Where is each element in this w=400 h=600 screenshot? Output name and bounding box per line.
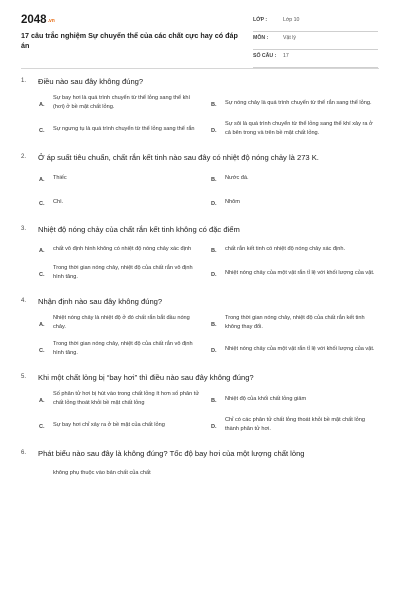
option-letter: B. <box>211 322 217 328</box>
option-letter: B. <box>211 102 217 108</box>
question-text: Ở áp suất tiêu chuẩn, chất rắn kết tinh nào sau đây có nhiệt độ nóng chảy là 273 K. <box>38 153 319 162</box>
option-text: chất rắn kết tinh có nhiệt độ nóng chảy xác định. <box>225 245 346 252</box>
option-text: Trong thời gian nóng chảy, nhiệt độ của chất rắn kết tinh không thay đổi. <box>225 315 365 330</box>
option-text: Sự ngưng tụ là quá trình chuyển từ thể lỏng sang thể rắn <box>53 125 195 132</box>
option-c[interactable] <box>37 264 209 286</box>
options <box>37 466 385 488</box>
document-title: 17 câu trắc nghiệm Sự chuyển thể của các chất cực hay có đáp án <box>21 31 238 50</box>
question-heading <box>0 152 400 170</box>
meta-table <box>253 14 378 68</box>
question-text: Phát biểu nào sau đây là không đúng? Tốc độ bay hơi của một lượng chất lỏng <box>38 449 305 458</box>
option-letter: C. <box>39 272 45 278</box>
question-text: Nhận định nào sau đây không đúng? <box>38 297 163 306</box>
option-text: Nhôm <box>225 198 240 205</box>
question-number: 3. <box>21 226 27 232</box>
meta-label: MÔN : <box>253 35 269 41</box>
logo-suffix: .vn <box>47 18 55 24</box>
question-heading <box>0 296 400 314</box>
option-text: Sự bay hơi là quá trình chuyển từ thể lỏng sang thể khí (hơi) ở bề mặt chất lỏng. <box>53 95 191 110</box>
option-text: Thiếc <box>53 174 67 181</box>
option-b[interactable] <box>209 170 381 190</box>
option-letter: C. <box>39 424 45 430</box>
question-number: 4. <box>21 298 27 304</box>
option-text: Số phân tử hơi bị hút vào trong chất lỏng ít hơn số phân tử chất lỏng thoát khỏi bề mặt chất lỏng <box>53 391 200 406</box>
option-b[interactable] <box>209 390 381 412</box>
option-b[interactable] <box>209 242 381 260</box>
meta-label: SỐ CÂU : <box>253 53 277 59</box>
option-text: không phụ thuộc vào bản chất của chất <box>53 469 151 476</box>
option-c[interactable] <box>37 120 209 142</box>
header-divider <box>21 68 379 69</box>
option-letter: D. <box>211 201 217 207</box>
options <box>37 314 385 366</box>
option-d[interactable] <box>209 264 381 286</box>
option-letter: D. <box>211 424 217 430</box>
option-a[interactable] <box>37 466 209 484</box>
question-number: 6. <box>21 450 27 456</box>
option-text: Nhiệt độ của khối chất lỏng giảm <box>225 395 307 402</box>
meta-row-subject <box>253 32 378 50</box>
option-letter: D. <box>211 128 217 134</box>
option-text: Nhiệt nóng chảy của một vật rắn tỉ lệ với khối lượng của vật. <box>225 345 375 352</box>
option-letter: A. <box>39 102 45 108</box>
options <box>37 94 385 146</box>
options <box>37 170 385 218</box>
meta-value: Vật lý <box>283 35 296 41</box>
option-letter: D. <box>211 348 217 354</box>
option-a[interactable] <box>37 242 209 260</box>
option-text: Nhiệt nóng chảy của một vật rắn tỉ lệ với khối lượng của vật. <box>225 269 375 276</box>
option-text: chất vô định hình không có nhiệt độ nóng chảy xác định <box>53 245 192 252</box>
option-text: Sự nóng chảy là quá trình chuyển từ thể rắn sang thể lỏng. <box>225 99 372 106</box>
option-a[interactable] <box>37 170 209 190</box>
option-c[interactable] <box>37 340 209 362</box>
option-b[interactable] <box>209 314 381 336</box>
option-text: Nước đá. <box>225 174 249 181</box>
meta-value: Lớp 10 <box>283 17 300 23</box>
option-c[interactable] <box>37 416 209 438</box>
option-letter: A. <box>39 177 45 183</box>
option-text: Nhiệt nóng chảy là nhiệt độ ở đó chất rắn bắt đầu nóng chảy. <box>53 315 190 330</box>
option-d[interactable] <box>209 416 381 438</box>
option-text: Chì. <box>53 198 64 205</box>
option-a[interactable] <box>37 94 209 116</box>
option-d[interactable] <box>209 120 381 142</box>
meta-row-grade <box>253 14 378 32</box>
question-number: 2. <box>21 154 27 160</box>
option-text: Trong thời gian nóng chảy, nhiệt độ của chất rắn vô định hình tăng. <box>53 265 193 280</box>
site-logo[interactable] <box>21 14 55 26</box>
option-text: Sự bay hơi chỉ xảy ra ở bề mặt của chất lỏng <box>53 421 165 428</box>
logo-text: 2048 <box>21 14 47 26</box>
option-text: Sự sôi là quá trình chuyển từ thể lỏng sang thể khí xảy ra ở cả bên trong và trên bề mặt chất lỏng. <box>225 121 373 136</box>
option-letter: B. <box>211 248 217 254</box>
options <box>37 242 385 290</box>
question-1 <box>0 76 400 146</box>
option-letter: D. <box>211 272 217 278</box>
option-letter: B. <box>211 177 217 183</box>
option-a[interactable] <box>37 314 209 336</box>
options <box>37 390 385 442</box>
option-text: Chỉ có các phân tử chất lỏng thoát khỏi bề mặt chất lỏng thành phân tử hơi. <box>225 417 365 432</box>
meta-value: 17 <box>283 53 289 59</box>
question-5 <box>0 372 400 442</box>
question-number: 5. <box>21 374 27 380</box>
option-letter: B. <box>211 398 217 404</box>
document-header <box>0 0 400 66</box>
question-heading <box>0 372 400 390</box>
question-heading <box>0 76 400 94</box>
question-heading <box>0 224 400 242</box>
question-2 <box>0 152 400 218</box>
question-6 <box>0 448 400 488</box>
option-c[interactable] <box>37 194 209 214</box>
option-letter: C. <box>39 128 45 134</box>
option-d[interactable] <box>209 340 381 362</box>
question-list <box>0 76 400 494</box>
meta-row-count <box>253 50 378 68</box>
question-number: 1. <box>21 78 27 84</box>
option-d[interactable] <box>209 194 381 214</box>
meta-label: LỚP : <box>253 17 268 23</box>
question-text: Điều nào sau đây không đúng? <box>38 77 144 86</box>
question-text: Nhiệt độ nóng chảy của chất rắn kết tinh không có đặc điểm <box>38 225 240 234</box>
question-text: Khi một chất lỏng bị “bay hơi” thì điều nào sau đây không đúng? <box>38 373 254 382</box>
question-3 <box>0 224 400 290</box>
option-letter: C. <box>39 348 45 354</box>
option-letter: A. <box>39 248 45 254</box>
option-letter: A. <box>39 322 45 328</box>
question-4 <box>0 296 400 366</box>
option-a[interactable] <box>37 390 209 412</box>
option-text: Trong thời gian nóng chảy, nhiệt độ của chất rắn vô định hình tăng. <box>53 341 193 356</box>
question-heading <box>0 448 400 466</box>
option-letter: A. <box>39 398 45 404</box>
option-b[interactable] <box>209 94 381 116</box>
option-letter: C. <box>39 201 45 207</box>
